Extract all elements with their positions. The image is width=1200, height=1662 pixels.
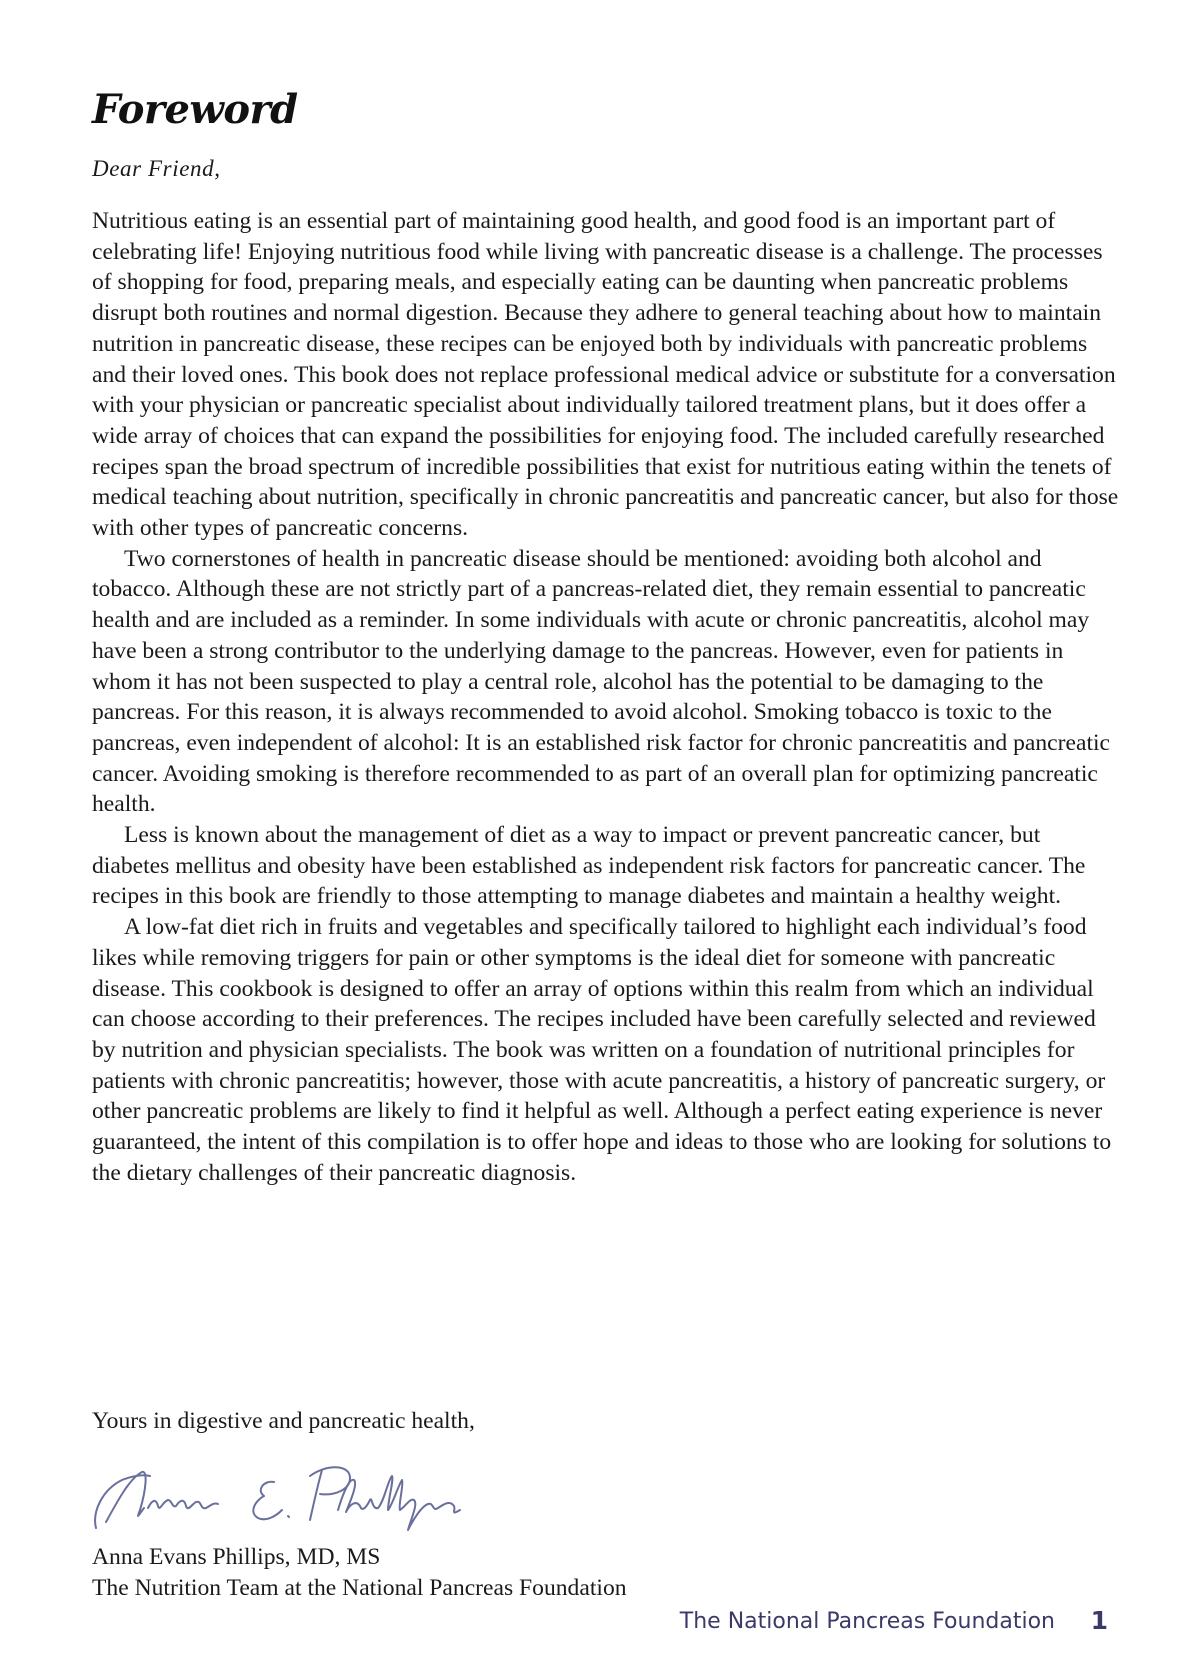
body-paragraph: Two cornerstones of health in pancreatic disease should be mentioned: avoiding both alcohol and tobacco. Although these are not strictly part of a pancreas-related diet, they remain essential to pancreatic health and are included as a reminder. In some individuals with acute or chronic pancreatitis, alcohol may have been a strong contributor to the underlying damage to the pancreas. However, even for patients in whom it has not been suspected to play a central role, alcohol has the potential to be damaging to the pancreas. For this reason, it is always recommended to avoid alcohol. Smoking tobacco is toxic to the pancreas, even independent of alcohol: It is an established risk factor for chronic pancreatitis and pancreatic cancer. Avoiding smoking is therefore recommended to as part of an overall plan for optimizing pancreatic health. bbox=[92, 545, 1111, 818]
salutation: Dear Friend, bbox=[92, 156, 221, 181]
foreword-body bbox=[92, 206, 1122, 1189]
signer-name: Anna Evans Phillips, MD, MS bbox=[92, 1544, 381, 1570]
page-title: Foreword bbox=[92, 86, 298, 133]
page-number: 1 bbox=[1090, 1606, 1108, 1635]
body-paragraph: Nutritious eating is an essential part of maintaining good health, and good food is an important part of celebrating life! Enjoying nutritious food while living with pancreatic disease is a challenge. The processes of shopping for food, preparing meals, and especially eating can be daunting when pancreatic problems disrupt both routines and normal digestion. Because they adhere to general teaching about how to maintain nutrition in pancreatic disease, these recipes can be enjoyed both by individuals with pancreatic problems and their loved ones. This book does not replace professional medical advice or substitute for a conversation with your physician or pancreatic specialist about individually tailored treatment plans, but it does offer a wide array of choices that can expand the possibilities for enjoying food. The included carefully researched recipes span the broad spectrum of incredible possibilities that exist for nutritious eating within the tenets of medical teaching about nutrition, specifically in chronic pancreatitis and pancreatic cancer, but also for those with other types of pancreatic concerns. bbox=[92, 208, 1119, 542]
handwritten-signature bbox=[88, 1450, 508, 1540]
closing-line: Yours in digestive and pancreatic health, bbox=[92, 1408, 475, 1434]
body-paragraph: Less is known about the management of diet as a way to impact or prevent pancreatic cancer, but diabetes mellitus and obesity have been established as independent risk factors for pancreatic cancer. The recipes in this book are friendly to those attempting to manage diabetes and maintain a healthy weight. bbox=[92, 822, 1086, 910]
footer-publisher: The National Pancreas Foundation bbox=[679, 1609, 1055, 1634]
signer-organization: The Nutrition Team at the National Pancreas Foundation bbox=[92, 1575, 627, 1601]
body-paragraph: A low-fat diet rich in fruits and vegetables and specifically tailored to highlight each individual’s food likes while removing triggers for pain or other symptoms is the ideal diet for someone with pancreatic disease. This cookbook is designed to offer an array of options within this realm from which an individual can choose according to their preferences. The recipes included have been carefully selected and reviewed by nutrition and physician specialists. The book was written on a foundation of nutritional principles for patients with chronic pancreatitis; however, those with acute pancreatitis, a history of pancreatic surgery, or other pancreatic problems are likely to find it helpful as well. Although a perfect eating experience is never guaranteed, the intent of this compilation is to offer hope and ideas to those who are looking for solutions to the dietary challenges of their pancreatic diagnosis. bbox=[92, 914, 1112, 1186]
